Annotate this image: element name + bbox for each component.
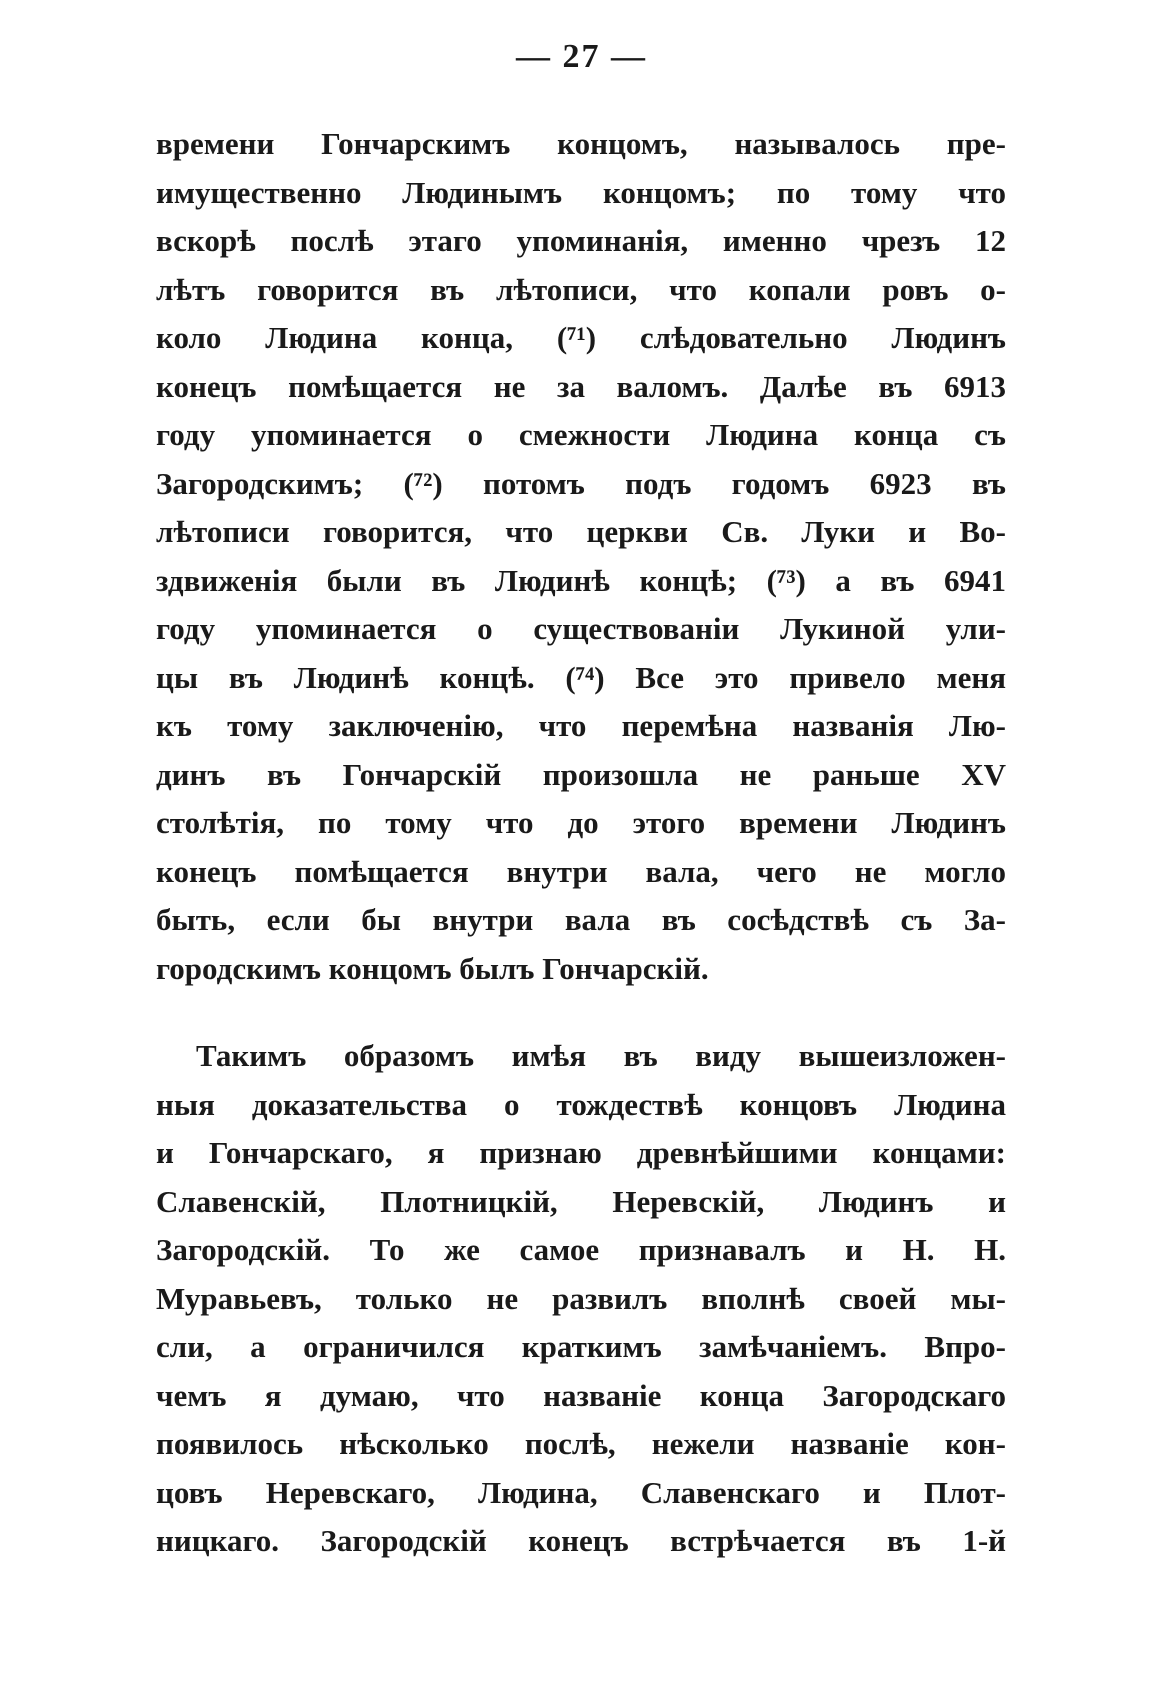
text-line: цовъ Неревскаго, Людина, Славенскаго и Плот- [156, 1474, 1006, 1510]
text-line: цы въ Людинѣ концѣ. (⁷⁴) Все это привело меня [156, 659, 1006, 695]
text-line: здвиженія были въ Людинѣ концѣ; (⁷³) а въ 6941 [156, 562, 1006, 598]
text-line: лѣтописи говорится, что церкви Св. Луки и Во- [156, 514, 1006, 549]
text-line: конецъ помѣщается внутри вала, чего не могло [156, 853, 1006, 889]
page-number: — 27 — [516, 38, 647, 75]
text-line: появилось нѣсколько послѣ, нежели названіе кон- [156, 1426, 1006, 1461]
text-line: коло Людина конца, (⁷¹) слѣдовательно Людинъ [156, 320, 1006, 355]
text-line: къ тому заключенію, что перемѣна названія Лю- [156, 708, 1006, 743]
text-line: вскорѣ послѣ этаго упоминанія, именно чрезъ 12 [156, 223, 1006, 258]
text-line: сли, а ограничился краткимъ замѣчаніемъ. Впро- [156, 1329, 1006, 1364]
text-line: и Гончарскаго, я признаю древнѣйшими концами: [156, 1135, 1006, 1170]
text-line: ныя доказательства о тождествѣ концовъ Людина [156, 1086, 1006, 1122]
text-line: конецъ помѣщается не за валомъ. Далѣе въ 6913 [156, 368, 1006, 404]
text-line: городскимъ концомъ былъ Гончарскій. [156, 950, 709, 986]
text-line: динъ въ Гончарскій произошла не раньше XV [156, 756, 1006, 792]
text-line: Загородскій. То же самое признавалъ и Н. Н. [156, 1232, 1006, 1267]
text-line: году упоминается о существованіи Лукиной ули- [156, 611, 1006, 646]
text-line: времени Гончарскимъ концомъ, называлось пре- [156, 126, 1006, 161]
text-line: ницкаго. Загородскій конецъ встрѣчается въ 1-й [156, 1523, 1006, 1558]
text-line: лѣтъ говорится въ лѣтописи, что копали ровъ о- [156, 271, 1006, 307]
text-line: Славенскій, Плотницкій, Неревскій, Людинъ и [156, 1183, 1006, 1219]
text-line: чемъ я думаю, что названіе конца Загородскаго [156, 1377, 1006, 1413]
text-line: быть, если бы внутри вала въ сосѣдствѣ съ За- [156, 902, 1006, 937]
text-line: имущественно Людинымъ концомъ; по тому что [156, 174, 1006, 210]
text-line: столѣтія, по тому что до этого времени Людинъ [156, 805, 1006, 840]
paragraph-2 [156, 1032, 1006, 1566]
text-line: году упоминается о смежности Людина конца съ [156, 417, 1006, 452]
text-line: Муравьевъ, только не развилъ вполнѣ своей мы- [156, 1280, 1006, 1316]
text-line: Загородскимъ; (⁷²) потомъ подъ годомъ 6923 въ [156, 465, 1006, 501]
paragraph-1 [156, 120, 1006, 993]
text-line: Такимъ образомъ имѣя въ виду вышеизложен- [196, 1038, 1006, 1073]
